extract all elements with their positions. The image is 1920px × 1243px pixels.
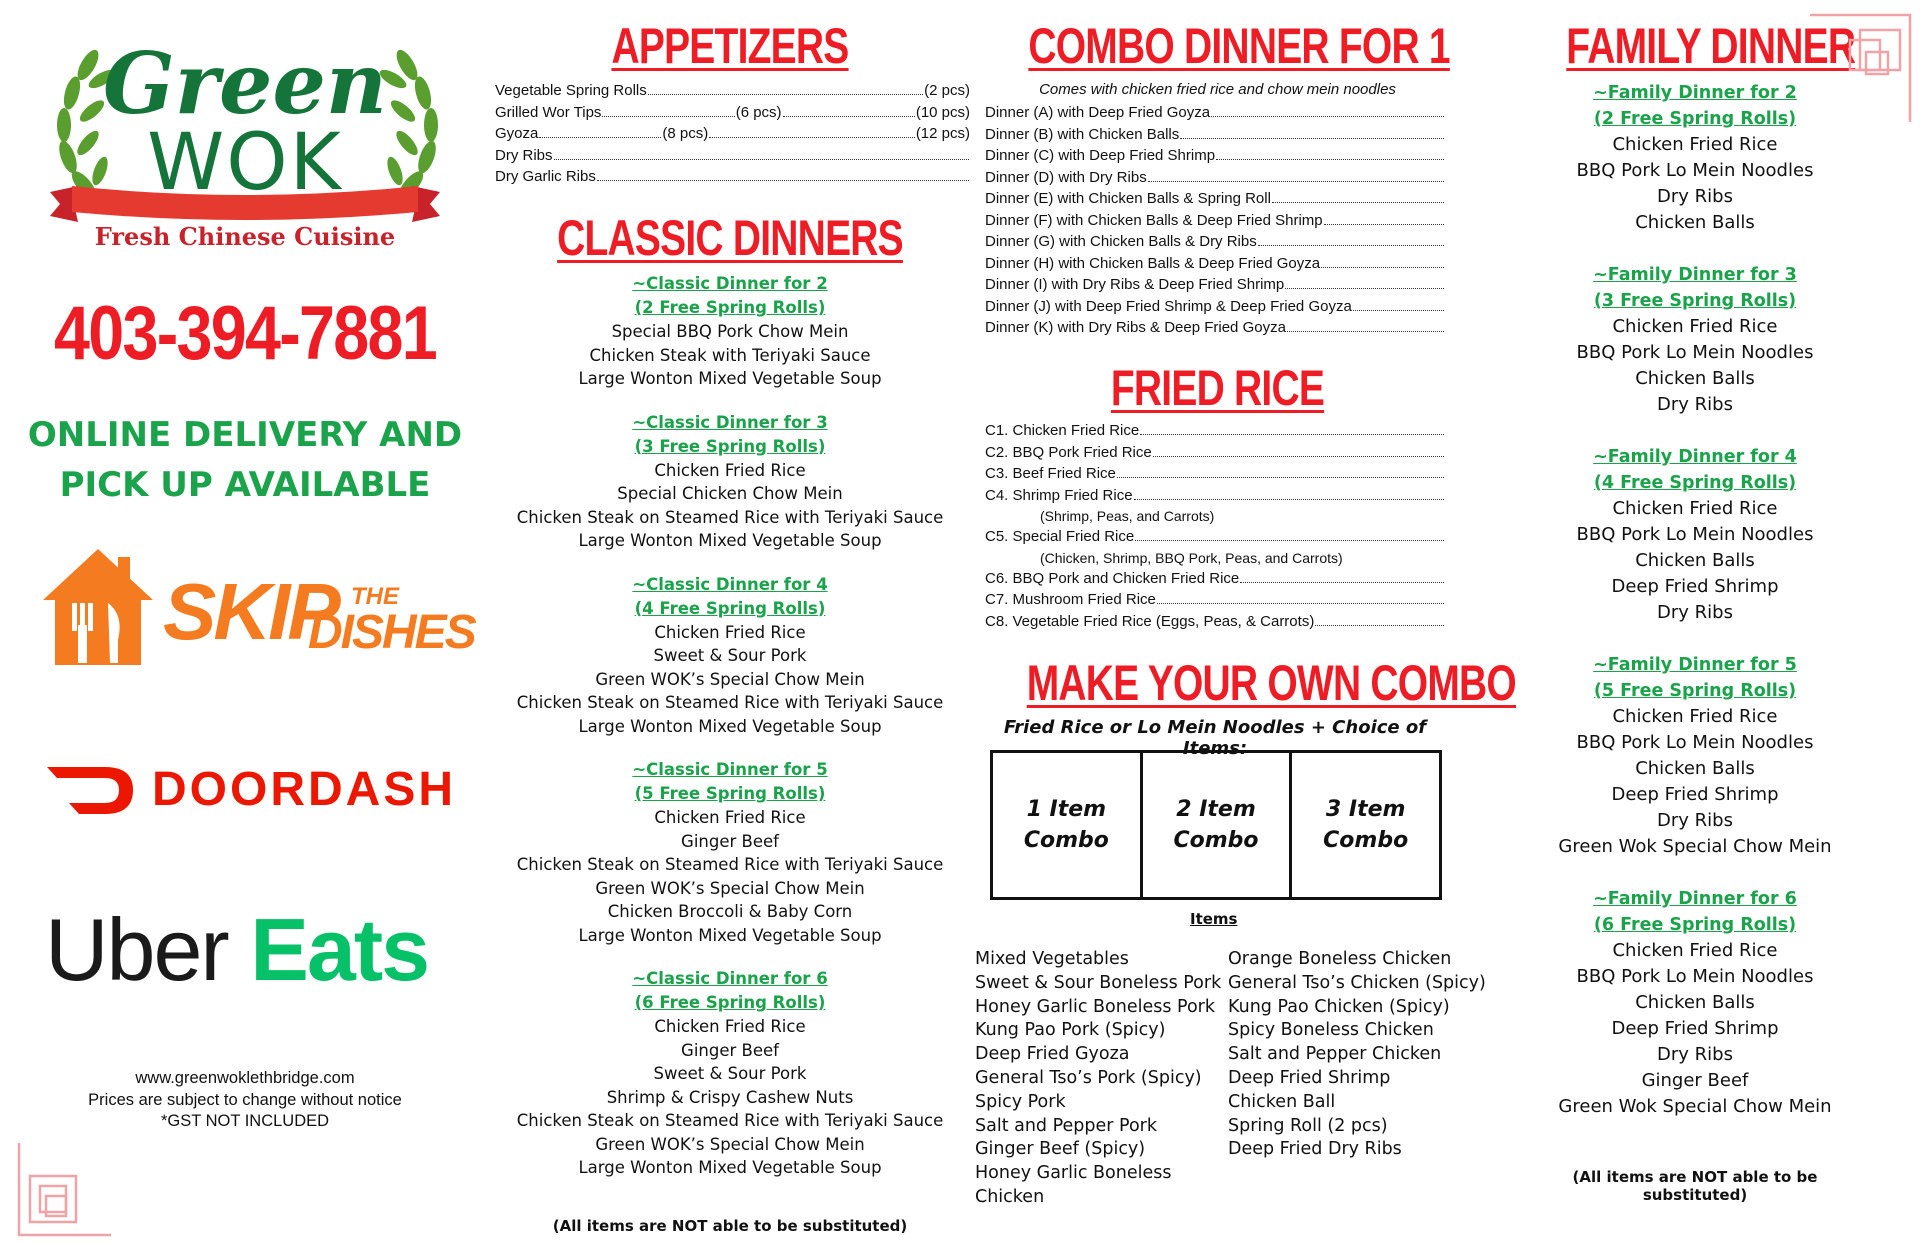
dinner-item: Large Wonton Mixed Vegetable Soup bbox=[578, 716, 882, 736]
classic-dinners-list bbox=[490, 272, 970, 1200]
house-fork-knife-icon bbox=[38, 545, 158, 670]
combo-item-option: Mixed Vegetables bbox=[975, 949, 1129, 969]
dinner-item: BBQ Pork Lo Mein Noodles bbox=[1576, 160, 1814, 181]
combo-item-option: Kung Pao Chicken (Spicy) bbox=[1228, 996, 1450, 1017]
skipthedishes-logo[interactable] bbox=[38, 545, 475, 670]
dinner-item: Deep Fried Shrimp bbox=[1611, 1018, 1779, 1039]
dinner-item: Ginger Beef bbox=[681, 1040, 779, 1060]
dinner-item: Green WOK’s Special Chow Mein bbox=[595, 669, 865, 689]
family-dinner-heading: FAMILY DINNER bbox=[1566, 18, 1856, 74]
logo-tagline: Fresh Chinese Cuisine bbox=[94, 222, 396, 251]
dinner-item: Chicken Balls bbox=[1635, 992, 1755, 1013]
dinner-item: Green WOK’s Special Chow Mein bbox=[595, 878, 865, 898]
combo-dinner-name: Dinner (B) with Chicken Balls bbox=[985, 125, 1180, 143]
dinner-item: Dry Ribs bbox=[1657, 810, 1733, 831]
free-spring-rolls-label: (5 Free Spring Rolls) bbox=[634, 784, 826, 803]
dinner-item: Chicken Steak on Steamed Rice with Teriyaki Sauce bbox=[516, 855, 944, 874]
free-spring-rolls-label: (3 Free Spring Rolls) bbox=[634, 436, 826, 456]
dinner-item: Chicken Broccoli & Baby Corn bbox=[607, 902, 853, 921]
dinner-item: Shrimp & Crispy Cashew Nuts bbox=[606, 1087, 854, 1107]
one-item-combo-cell[interactable]: 1 Item Combo bbox=[993, 753, 1143, 897]
dinner-item: Green Wok Special Chow Mein bbox=[1558, 1096, 1832, 1117]
appetizer-row bbox=[495, 80, 970, 102]
combo-item-option: Honey Garlic Boneless Pork bbox=[975, 996, 1215, 1017]
online-line-1: ONLINE DELIVERY AND bbox=[27, 415, 463, 455]
appetizer-row bbox=[495, 166, 970, 188]
combo-item-option: Kung Pao Pork (Spicy) bbox=[975, 1020, 1166, 1041]
family-dinner-column bbox=[1530, 0, 1860, 1243]
fried-rice-row bbox=[985, 611, 1445, 633]
appetizers-classic-column bbox=[490, 0, 970, 1243]
dinner-item: Chicken Fried Rice bbox=[654, 622, 806, 642]
dinner-item: Dry Ribs bbox=[1657, 602, 1733, 623]
fried-rice-name: C8. Vegetable Fried Rice (Eggs, Peas, & Carrots) bbox=[985, 612, 1315, 630]
combo-item-option: Salt and Pepper Chicken bbox=[1228, 1044, 1442, 1065]
combo-item-option: Deep Fried Shrimp bbox=[1228, 1067, 1391, 1088]
combo-dinner-heading: COMBO DINNER FOR 1 bbox=[1028, 18, 1450, 74]
classic-dinner-group bbox=[490, 573, 970, 739]
appetizer-qty-small: (8 pcs) bbox=[662, 125, 709, 142]
dinner-item: Dry Ribs bbox=[1657, 186, 1733, 207]
dinner-item: Dry Ribs bbox=[1657, 1044, 1733, 1065]
leader-dots bbox=[1117, 477, 1444, 478]
combo-dinner-name: Dinner (A) with Deep Fried Goyza bbox=[985, 104, 1211, 121]
family-dinner-list bbox=[1530, 80, 1860, 1146]
eats-text: Eats bbox=[250, 900, 429, 999]
two-item-combo-cell[interactable]: 2 Item Combo bbox=[1143, 753, 1293, 897]
logo-wordmark bbox=[60, 34, 430, 208]
fried-rice-heading: FRIED RICE bbox=[1110, 360, 1325, 416]
logo-green-text: Green bbox=[103, 34, 387, 133]
dinner-item: Ginger Beef bbox=[1641, 1070, 1749, 1091]
fried-rice-name: C7. Mushroom Fried Rice bbox=[985, 591, 1156, 608]
classic-dinner-title[interactable]: ~Classic Dinner for 3 bbox=[632, 412, 828, 432]
classic-dinner-title[interactable]: ~Classic Dinner for 5 bbox=[632, 760, 828, 779]
combo-item-option: Spicy Pork bbox=[975, 1091, 1066, 1112]
doordash-logo[interactable] bbox=[45, 760, 455, 820]
family-dinner-group bbox=[1530, 886, 1860, 1120]
dinner-item: Special BBQ Pork Chow Mein bbox=[611, 322, 849, 341]
dishes-text: DISHES bbox=[308, 606, 475, 659]
combo-item-option: Deep Fried Gyoza bbox=[975, 1044, 1130, 1065]
leader-dots bbox=[1140, 434, 1444, 435]
classic-dinners-heading: CLASSIC DINNERS bbox=[557, 210, 903, 266]
classic-dinner-group bbox=[490, 411, 970, 553]
appetizer-row bbox=[495, 102, 970, 124]
combo-dinner-row bbox=[985, 210, 1445, 232]
fried-rice-row bbox=[985, 568, 1445, 590]
free-spring-rolls-label: (4 Free Spring Rolls) bbox=[634, 598, 826, 618]
fried-rice-row bbox=[985, 526, 1445, 548]
combo-dinner-row bbox=[985, 102, 1445, 124]
leader-dots bbox=[648, 94, 923, 95]
fried-rice-name: C6. BBQ Pork and Chicken Fried Rice bbox=[985, 569, 1240, 587]
leader-dots bbox=[1211, 116, 1444, 117]
leader-dots bbox=[539, 137, 661, 138]
combo-item-option: Ginger Beef (Spicy) bbox=[975, 1139, 1146, 1160]
three-item-combo-cell[interactable]: 3 Item Combo bbox=[1323, 797, 1409, 853]
dinner-item: Chicken Balls bbox=[1635, 758, 1755, 779]
skip-text: SKIP bbox=[163, 567, 338, 656]
family-dinner-title[interactable]: ~Family Dinner for 4 bbox=[1593, 447, 1797, 467]
own-combo-subtitle: Fried Rice or Lo Mein Noodles + Choice of Items: bbox=[1003, 717, 1427, 759]
dinner-item: Chicken Balls bbox=[1635, 212, 1755, 233]
dinner-item: Ginger Beef bbox=[681, 831, 779, 851]
appetizer-name: Vegetable Spring Rolls bbox=[495, 82, 647, 99]
dinner-item: Green Wok Special Chow Mein bbox=[1558, 836, 1832, 857]
family-dinner-title[interactable]: ~Family Dinner for 2 bbox=[1593, 83, 1797, 103]
combo-items-right bbox=[1228, 948, 1488, 1162]
free-spring-rolls-label: (2 Free Spring Rolls) bbox=[1593, 109, 1797, 129]
leader-dots bbox=[554, 159, 969, 160]
classic-dinner-group bbox=[490, 272, 970, 391]
combo-dinner-row bbox=[985, 145, 1445, 167]
family-dinner-group bbox=[1530, 262, 1860, 418]
online-line-2: PICK UP AVAILABLE bbox=[59, 465, 431, 505]
classic-dinner-title[interactable]: ~Classic Dinner for 6 bbox=[632, 969, 828, 988]
leader-dots bbox=[1285, 288, 1444, 289]
fried-rice-row bbox=[985, 442, 1445, 464]
dinner-item: Green WOK’s Special Chow Mein bbox=[595, 1134, 865, 1154]
free-spring-rolls-label: (4 Free Spring Rolls) bbox=[1593, 473, 1797, 493]
free-spring-rolls-label: (3 Free Spring Rolls) bbox=[1593, 291, 1797, 311]
leader-dots bbox=[1216, 159, 1444, 160]
dinner-item: Sweet & Sour Pork bbox=[653, 646, 807, 665]
combo-dinner-name: Dinner (E) with Chicken Balls & Spring Roll bbox=[985, 190, 1271, 207]
fried-rice-row bbox=[985, 589, 1445, 611]
combo-dinner-row bbox=[985, 253, 1445, 275]
footer-info bbox=[0, 1068, 490, 1133]
gst-notice: *GST NOT INCLUDED bbox=[160, 1112, 330, 1130]
ubereats-logo[interactable] bbox=[45, 900, 465, 1000]
leader-dots bbox=[1272, 202, 1444, 203]
combo-item-option: Spring Roll (2 pcs) bbox=[1228, 1115, 1388, 1136]
appetizers-list bbox=[495, 80, 970, 188]
dinner-item: Chicken Fried Rice bbox=[1612, 940, 1778, 961]
leader-dots bbox=[597, 180, 969, 181]
dinner-item: Deep Fried Shrimp bbox=[1611, 784, 1779, 805]
free-spring-rolls-label: (5 Free Spring Rolls) bbox=[1593, 681, 1797, 701]
dinner-item: Chicken Steak on Steamed Rice with Teriyaki Sauce bbox=[516, 507, 944, 527]
free-spring-rolls-label: (6 Free Spring Rolls) bbox=[1593, 915, 1797, 935]
classic-dinner-title[interactable]: ~Classic Dinner for 4 bbox=[632, 574, 828, 594]
leader-dots bbox=[1321, 267, 1444, 268]
appetizer-qty: (2 pcs) bbox=[924, 82, 970, 99]
combo-dinner-name: Dinner (F) with Chicken Balls & Deep Fried Shrimp bbox=[985, 211, 1323, 229]
combo-size-table bbox=[990, 750, 1442, 900]
family-dinner-title[interactable]: ~Family Dinner for 3 bbox=[1593, 265, 1797, 285]
price-notice: Prices are subject to change without notice bbox=[88, 1090, 402, 1109]
leader-dots bbox=[1315, 625, 1444, 626]
dinner-item: BBQ Pork Lo Mein Noodles bbox=[1576, 342, 1814, 363]
combo-dinner-name: Dinner (I) with Dry Ribs & Deep Fried Shrimp bbox=[985, 276, 1285, 293]
dinner-item: BBQ Pork Lo Mein Noodles bbox=[1576, 524, 1814, 545]
leader-dots bbox=[1240, 582, 1444, 583]
fried-rice-row bbox=[985, 485, 1445, 507]
the-text: THE bbox=[351, 583, 399, 610]
combo-item-option: Salt and Pepper Pork bbox=[975, 1115, 1158, 1136]
combo-subtitle: Comes with chicken fried rice and chow mein noodles bbox=[1039, 81, 1396, 98]
dinner-item: Large Wonton Mixed Vegetable Soup bbox=[578, 531, 882, 550]
free-spring-rolls-label: (2 Free Spring Rolls) bbox=[634, 298, 826, 317]
leader-dots bbox=[1134, 499, 1444, 500]
classic-dinner-group bbox=[490, 758, 970, 947]
dinner-item: Chicken Fried Rice bbox=[1612, 134, 1778, 155]
dinner-item: Chicken Fried Rice bbox=[1612, 316, 1778, 337]
combo-dinner-row bbox=[985, 317, 1445, 339]
dinner-item: Large Wonton Mixed Vegetable Soup bbox=[578, 925, 882, 945]
fried-rice-name: C1. Chicken Fried Rice bbox=[985, 422, 1140, 439]
fried-rice-ingredients: (Chicken, Shrimp, BBQ Pork, Peas, and Carrots) bbox=[1040, 549, 1343, 566]
dinner-item: Sweet & Sour Pork bbox=[653, 1064, 807, 1083]
combo-item-option: Spicy Boneless Chicken bbox=[1228, 1020, 1434, 1041]
combo-dinner-name: Dinner (J) with Deep Fried Shrimp & Deep Fried Goyza bbox=[985, 297, 1352, 315]
combo-dinner-list bbox=[985, 102, 1445, 339]
classic-substitution-note: (All items are NOT able to be substituted) bbox=[552, 1217, 908, 1235]
appetizer-name: Dry Garlic Ribs bbox=[495, 168, 596, 185]
dinner-item: Chicken Steak on Steamed Rice with Teriyaki Sauce bbox=[516, 693, 944, 712]
appetizer-qty-small: (6 pcs) bbox=[735, 103, 782, 121]
combo-item-option: Deep Fried Dry Ribs bbox=[1228, 1139, 1402, 1160]
fried-rice-ingredients: (Shrimp, Peas, and Carrots) bbox=[1040, 508, 1215, 524]
dinner-item: Deep Fried Shrimp bbox=[1611, 576, 1779, 597]
appetizer-row bbox=[495, 145, 970, 167]
fried-rice-row bbox=[985, 420, 1445, 442]
dinner-item: Chicken Balls bbox=[1635, 368, 1755, 389]
dinner-item: Dry Ribs bbox=[1657, 394, 1733, 415]
dinner-item: Chicken Balls bbox=[1635, 550, 1755, 571]
combo-item-option: Honey Garlic Boneless Chicken bbox=[975, 1163, 1172, 1207]
combo-dinner-row bbox=[985, 274, 1445, 296]
classic-dinner-group bbox=[490, 967, 970, 1180]
fried-rice-row bbox=[985, 463, 1445, 485]
combo-item-option: Orange Boneless Chicken bbox=[1228, 949, 1452, 969]
leader-dots bbox=[1148, 181, 1444, 182]
appetizer-name: Dry Ribs bbox=[495, 146, 553, 164]
combo-dinner-name: Dinner (K) with Dry Ribs & Deep Fried Goyza bbox=[985, 319, 1286, 336]
fried-rice-name: C3. Beef Fried Rice bbox=[985, 465, 1116, 482]
combo-item-option: General Tso’s Chicken (Spicy) bbox=[1228, 972, 1486, 993]
fried-rice-name: C5. Special Fried Rice bbox=[985, 528, 1135, 545]
items-label: Items bbox=[1190, 910, 1238, 928]
brand-column bbox=[0, 0, 490, 1243]
dinner-item: Chicken Fried Rice bbox=[1612, 706, 1778, 727]
leader-dots bbox=[709, 137, 915, 138]
fried-rice-name: C4. Shrimp Fried Rice bbox=[985, 486, 1133, 504]
dinner-item: Chicken Fried Rice bbox=[654, 460, 806, 480]
classic-dinner-title[interactable]: ~Classic Dinner for 2 bbox=[632, 274, 828, 293]
combo-item-option: General Tso’s Pork (Spicy) bbox=[975, 1067, 1202, 1088]
appetizer-qty: (12 pcs) bbox=[915, 125, 970, 142]
family-dinner-title[interactable]: ~Family Dinner for 5 bbox=[1593, 655, 1797, 675]
appetizers-heading: APPETIZERS bbox=[611, 18, 849, 74]
dinner-item: Chicken Steak with Teriyaki Sauce bbox=[589, 345, 871, 365]
dinner-item: Chicken Fried Rice bbox=[654, 808, 806, 827]
appetizer-row bbox=[495, 123, 970, 145]
leader-dots bbox=[1258, 245, 1444, 246]
leader-dots bbox=[602, 116, 734, 117]
combo-dinner-row bbox=[985, 231, 1445, 253]
dinner-item: Chicken Fried Rice bbox=[654, 1017, 806, 1036]
leader-dots bbox=[1153, 456, 1444, 457]
dinner-item: Chicken Steak on Steamed Rice with Teriyaki Sauce bbox=[516, 1111, 944, 1130]
free-spring-rolls-label: (6 Free Spring Rolls) bbox=[634, 993, 826, 1012]
fried-rice-list bbox=[985, 420, 1445, 632]
combo-dinner-row bbox=[985, 188, 1445, 210]
leader-dots bbox=[783, 116, 915, 117]
appetizer-qty: (10 pcs) bbox=[915, 103, 971, 121]
combo-dinner-name: Dinner (H) with Chicken Balls & Deep Fried Goyza bbox=[985, 254, 1321, 272]
leader-dots bbox=[1353, 310, 1444, 311]
family-substitution-note: (All items are NOT able to be substituted) bbox=[1572, 1168, 1818, 1204]
dinner-item: Large Wonton Mixed Vegetable Soup bbox=[578, 369, 882, 388]
leader-dots bbox=[1287, 331, 1444, 332]
leader-dots bbox=[1157, 603, 1444, 604]
combo-dinner-row bbox=[985, 296, 1445, 318]
fried-rice-name: C2. BBQ Pork Fried Rice bbox=[985, 443, 1152, 461]
dinner-item: Chicken Fried Rice bbox=[1612, 498, 1778, 519]
uber-text: Uber bbox=[45, 900, 228, 999]
leader-dots bbox=[1135, 540, 1444, 541]
leader-dots bbox=[1180, 138, 1444, 139]
corner-knot-icon bbox=[1810, 12, 1920, 122]
dinner-item: Special Chicken Chow Mein bbox=[617, 484, 843, 503]
combo-dinner-row bbox=[985, 124, 1445, 146]
appetizer-name: Gyoza bbox=[495, 125, 539, 142]
combo-item-option: Sweet & Sour Boneless Pork bbox=[975, 972, 1222, 993]
combo-dinner-row bbox=[985, 167, 1445, 189]
combo-item-option: Chicken Ball bbox=[1228, 1091, 1336, 1112]
doordash-text: DOORDASH bbox=[152, 763, 457, 816]
dinner-item: BBQ Pork Lo Mein Noodles bbox=[1576, 966, 1814, 987]
leader-dots bbox=[1324, 224, 1444, 225]
appetizer-name: Grilled Wor Tips bbox=[495, 103, 602, 121]
make-own-combo-heading: MAKE YOUR OWN COMBO bbox=[1026, 655, 1516, 711]
online-delivery-notice bbox=[0, 410, 490, 510]
family-dinner-group bbox=[1530, 444, 1860, 626]
website-link[interactable]: www.greenwoklethbridge.com bbox=[135, 1069, 355, 1087]
combo-dinner-name: Dinner (G) with Chicken Balls & Dry Ribs bbox=[985, 233, 1257, 250]
logo-wok-text: WOK bbox=[147, 118, 343, 208]
phone-number[interactable]: 403-394-7881 bbox=[54, 291, 436, 376]
family-dinner-group bbox=[1530, 652, 1860, 860]
corner-knot-icon bbox=[16, 1143, 111, 1238]
doordash-icon bbox=[45, 763, 135, 818]
combo-dinner-name: Dinner (C) with Deep Fried Shrimp bbox=[985, 147, 1216, 164]
dinner-item: Large Wonton Mixed Vegetable Soup bbox=[578, 1158, 882, 1177]
combo-items-left bbox=[975, 948, 1225, 1210]
combo-dinner-name: Dinner (D) with Dry Ribs bbox=[985, 168, 1147, 186]
family-dinner-title[interactable]: ~Family Dinner for 6 bbox=[1593, 889, 1797, 909]
dinner-item: BBQ Pork Lo Mein Noodles bbox=[1576, 732, 1814, 753]
